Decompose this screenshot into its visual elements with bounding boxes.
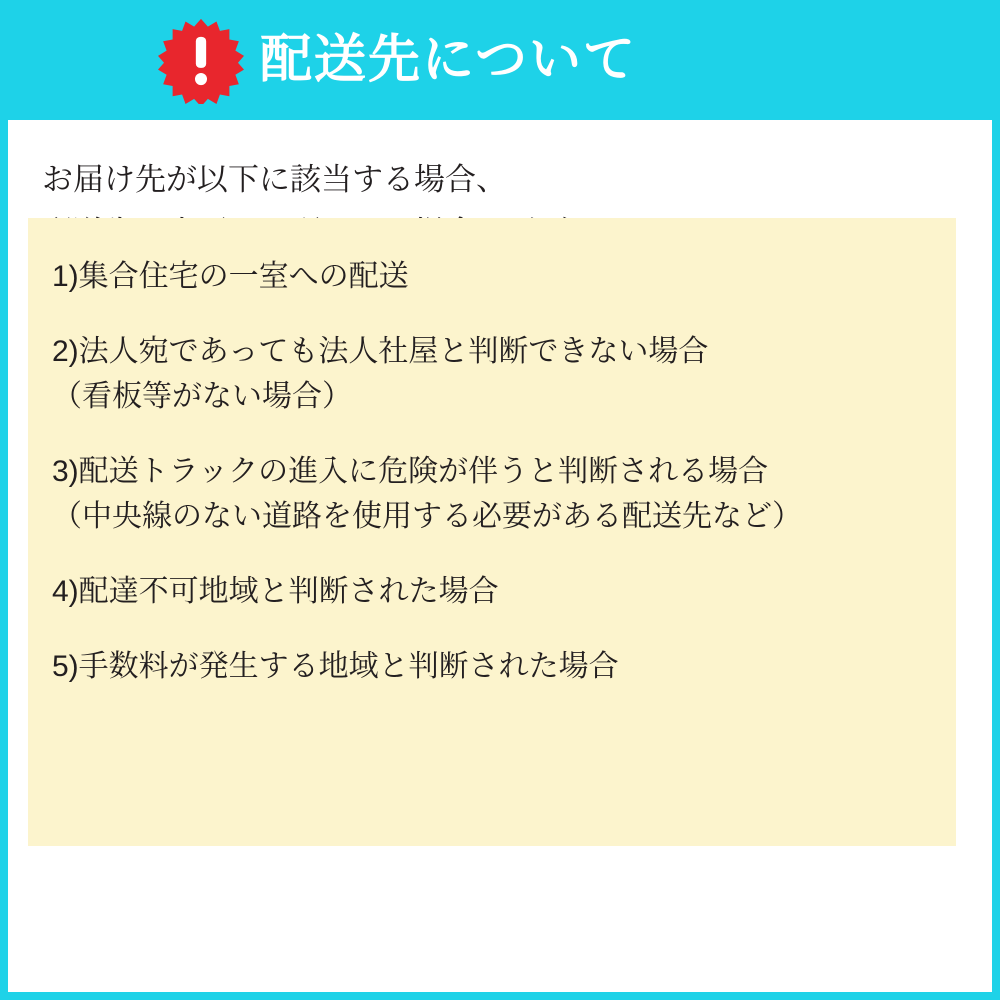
list-item-sub: （看板等がない場合）	[52, 380, 352, 413]
page-header	[0, 0, 1000, 120]
list-item-main: 2)法人宛であっても法人社屋と判断できない場合	[52, 335, 709, 368]
lead-line-1: お届け先が以下に該当する場合、	[42, 162, 507, 197]
list-item	[52, 329, 936, 419]
page-title: 配送先について	[260, 31, 637, 89]
list-item-main: 1)集合住宅の一室への配送	[52, 260, 409, 293]
list-item	[52, 254, 936, 299]
list-item	[52, 569, 936, 614]
list-item-main: 5)手数料が発生する地域と判断された場合	[52, 650, 619, 683]
list-item-main: 4)配達不可地域と判断された場合	[52, 575, 499, 608]
list-item	[52, 449, 936, 539]
list-item-main: 3)配送トラックの進入に危険が伴うと判断される場合	[52, 455, 769, 488]
conditions-panel	[28, 218, 956, 846]
list-item	[52, 644, 936, 689]
exclamation-burst-icon	[158, 18, 244, 104]
list-item-sub: （中央線のない道路を使用する必要がある配送先など）	[52, 500, 802, 533]
